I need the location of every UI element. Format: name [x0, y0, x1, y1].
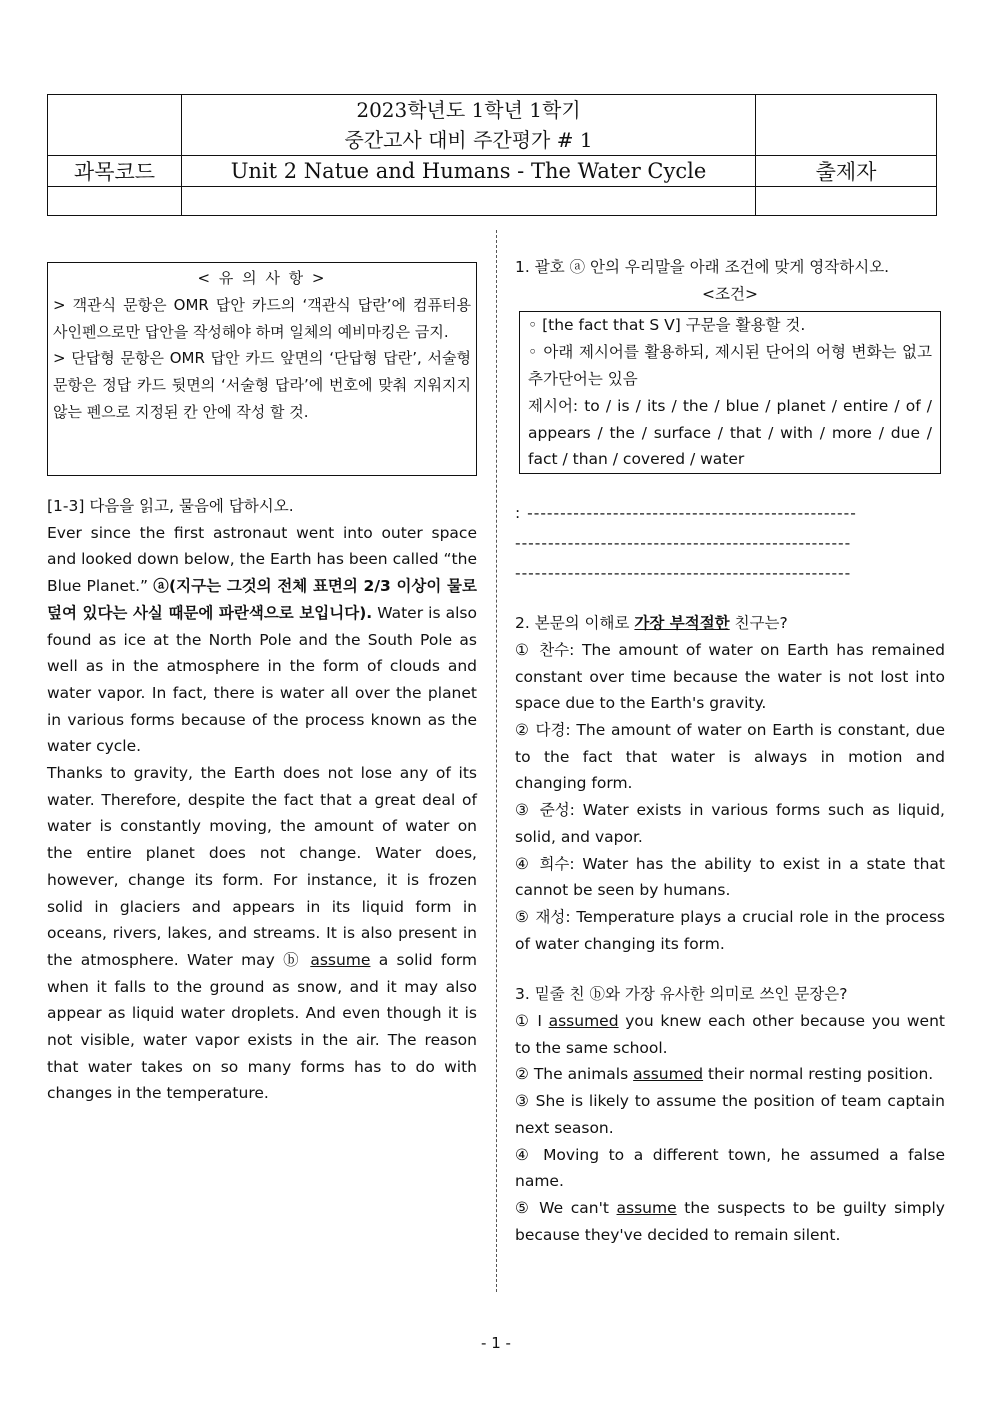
q1-condition-2: ◦ 아래 제시어를 활용하되, 제시된 단어의 어형 변화는 없고 추가단어는 있음	[528, 343, 932, 388]
passage-p1-text-a: Ever since the first astronaut went into outer space and looked down below, the Earth has been called “the Blue Planet.”	[47, 523, 477, 596]
q3-o1-pre: ① I	[515, 1012, 549, 1031]
passage-p2-text-a: Thanks to gravity, the Earth does not lose any of its water. Therefore, despite the fact that a great deal of water is constantly moving, the amount of water on the entire planet does not change. Water does, however, change its form. For instance, it is frozen solid in glaciers and appears in its liquid form in oceans, rivers, lakes, and streams. It is also present in the atmosphere. Water may ⓑ	[47, 764, 477, 969]
q1-answer-lines[interactable]	[515, 498, 945, 588]
column-divider	[496, 230, 497, 1292]
q2-question-emphasis: 가장 부적절한	[634, 614, 730, 633]
header-empty-right	[756, 95, 937, 156]
q2-option-3[interactable]: ③ 준성: Water exists in various forms such as liquid, solid, and vapor.	[515, 801, 945, 846]
q3-option-3[interactable]: ③ She is likely to assume the position of team captain next season.	[515, 1092, 945, 1137]
q2-block	[515, 610, 945, 957]
q2-option-1[interactable]: ① 찬수: The amount of water on Earth has remained constant over time because the water is not lost into space due to the Earth's gravity.	[515, 640, 945, 713]
q2-option-2[interactable]: ② 다경: The amount of water on Earth is constant, due to the fact that water is always in motion and changing form.	[515, 721, 945, 793]
q1-word-bank: 제시어: to / is / its / the / blue / planet / entire / of / appears / the / surface / that / with / more / due / fact / than / covered / water	[528, 396, 932, 469]
unit-value	[182, 187, 756, 216]
passage-paragraph-1	[47, 520, 477, 760]
q2-option-5[interactable]: ⑤ 재성: Temperature plays a crucial role in the process of water changing its form.	[515, 907, 945, 953]
q3-question: 3. 밑줄 친 ⓑ와 가장 유사한 의미로 쓰인 문장은?	[515, 985, 848, 1004]
q2-question-post: 친구는?	[729, 614, 788, 633]
passage-intro: [1-3] 다음을 읽고, 물음에 답하시오.	[47, 497, 294, 515]
author-value	[756, 187, 937, 216]
passage-p1-bold: ⓐ(지구는 그것의 전체 표면의 2/3 이상이 물로 덮여 있다는 사실 때문에 파란색으로 보입니다).	[47, 577, 477, 622]
header-empty-left	[48, 95, 182, 156]
passage-p2-text-b: a solid form when it falls to the ground as snow, and it may also appear as liquid water droplets. And even though it is not visible, water vapor exists in the air. The reason that water takes on so many forms has to do with changes in the temperature.	[47, 950, 477, 1103]
q1-answer-line-1[interactable]: : --------------------------------------------------	[515, 504, 857, 523]
author-label: 출제자	[756, 156, 937, 187]
q3-o5-underlined: assume	[616, 1198, 677, 1217]
q2-question-pre: 2. 본문의 이해로	[515, 614, 635, 633]
q1-condition-title: <조건>	[702, 284, 758, 303]
notice-box	[47, 262, 477, 476]
subject-code-label: 과목코드	[48, 156, 182, 187]
subject-code-value	[48, 187, 182, 216]
q3-option-4[interactable]: ④ Moving to a different town, he assumed a false name.	[515, 1145, 945, 1191]
questions-column	[515, 254, 945, 1248]
q3-block	[515, 981, 945, 1248]
q3-o2-underlined: assumed	[633, 1065, 704, 1084]
q1-answer-line-3[interactable]: ---------------------------------------------------	[515, 564, 852, 583]
q1-condition-box	[519, 311, 941, 474]
passage-paragraph-2	[47, 760, 477, 1107]
q3-o2-pre: ② The animals	[515, 1065, 634, 1084]
passage-p1-text-b: Water is also found as ice at the North Pole and the South Pole as well as in the atmosphere in the form of clouds and water vapor. In fact, there is water all over the planet in various forms because of the process known as the water cycle.	[47, 603, 477, 756]
notice-title: < 유 의 사 항 >	[197, 269, 327, 287]
q2-option-4[interactable]: ④ 희수: Water has the ability to exist in a state that cannot be seen by humans.	[515, 854, 945, 900]
page-number: - 1 -	[481, 1334, 511, 1352]
exam-title-line1: 2023학년도 1학년 1학기	[356, 98, 581, 122]
exam-title-line2: 중간고사 대비 주간평가 # 1	[344, 128, 593, 152]
q1-answer-line-2[interactable]: ---------------------------------------------------	[515, 534, 852, 553]
q3-o1-post: you knew each other because you went to the same school.	[515, 1012, 945, 1057]
q3-o1-underlined: assumed	[548, 1012, 619, 1031]
q3-o2-post: their normal resting position.	[703, 1065, 934, 1084]
q3-o5-pre: ⑤ We can't	[515, 1198, 617, 1217]
q3-option-2[interactable]	[515, 1061, 945, 1088]
exam-title	[182, 95, 756, 156]
q1-question: 1. 괄호 ⓐ 안의 우리말을 아래 조건에 맞게 영작하시오.	[515, 258, 890, 276]
q3-o5-post: the suspects to be guilty simply because they've decided to remain silent.	[515, 1198, 945, 1244]
q2-question	[515, 610, 945, 637]
passage	[47, 493, 477, 1107]
header-table	[47, 94, 937, 216]
q3-option-1[interactable]	[515, 1008, 945, 1061]
unit-title: Unit 2 Natue and Humans - The Water Cycle	[182, 156, 756, 187]
passage-p2-underlined: assume	[310, 950, 371, 969]
q1-condition-1: ◦ [the fact that S V] 구문을 활용할 것.	[528, 316, 806, 335]
q3-option-5[interactable]	[515, 1195, 945, 1248]
notice-item-1: > 객관식 문항은 OMR 답안 카드의 ‘객관식 답란’에 컴퓨터용 사인펜으로만 답안을 작성해야 하며 일체의 예비마킹은 금지.	[53, 295, 471, 341]
notice-item-2: > 단답형 문항은 OMR 답안 카드 앞면의 ‘단답형 답란’, 서술형 문항은 정답 카드 뒷면의 ‘서술형 답라’에 번호에 맞춰 지워지지 않는 펜으로 지정된 칸 안에 작성 할 것.	[53, 349, 471, 421]
